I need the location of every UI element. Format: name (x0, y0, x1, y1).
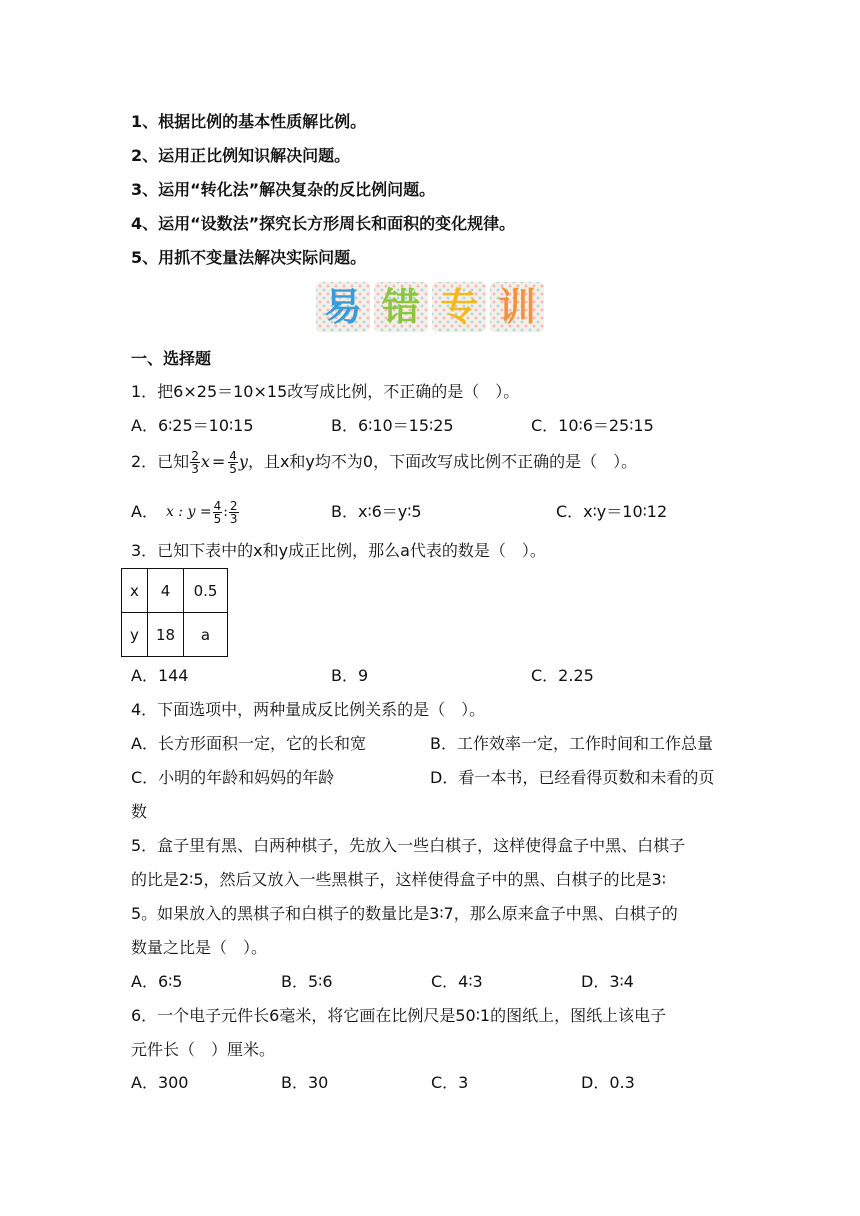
fraction-numerator: 2 (229, 498, 238, 513)
question-6-option-b: B．30 (281, 1073, 329, 1092)
question-5-option-c: C．4∶3 (431, 972, 483, 991)
question-2-option-a (131, 498, 240, 526)
question-4-option-b: B．工作效率一定，工作时间和工作总量 (430, 734, 713, 753)
fraction-denominator: 5 (213, 511, 222, 526)
question-1-option-b: B．6∶10＝15∶25 (331, 416, 454, 435)
fraction (213, 500, 223, 525)
fraction-denominator: 3 (229, 511, 238, 526)
ratio-colon: : (223, 504, 228, 520)
objective-3: 3、运用“转化法”解决复杂的反比例问题。 (131, 180, 436, 199)
question-2-option-c: C．x∶y＝10∶12 (556, 502, 668, 521)
question-4-option-d-continued: 数 (131, 802, 148, 821)
question-5-line: 5．盒子里有黑、白两种棋子，先放入一些白棋子，这样使得盒子中黑、白棋子 (131, 836, 686, 855)
variable-x: x (200, 452, 210, 471)
question-3-stem: 3．已知下表中的x和y成正比例，那么a代表的数是（ ）。 (131, 541, 546, 560)
question-6-line: 元件长（ ）厘米。 (131, 1040, 276, 1059)
objective-2: 2、运用正比例知识解决问题。 (131, 146, 351, 165)
question-2-stem (131, 450, 637, 474)
table-cell: 0.5 (184, 569, 228, 613)
equals-sign: = (211, 452, 226, 471)
fraction (229, 500, 239, 525)
table-cell: y (122, 613, 148, 657)
question-5-line: 数量之比是（ ）。 (131, 938, 268, 957)
banner-tile (432, 282, 486, 332)
error-training-banner (316, 282, 544, 332)
question-5-option-a: A．6∶5 (131, 972, 183, 991)
question-4-option-a: A．长方形面积一定，它的长和宽 (131, 734, 366, 753)
question-1-option-c: C．10∶6＝25∶15 (531, 416, 654, 435)
question-4-option-c: C．小明的年龄和妈妈的年龄 (131, 768, 335, 787)
question-1-option-a: A．6∶25＝10∶15 (131, 416, 254, 435)
banner-char: 专 (439, 285, 478, 329)
section-title: 一、选择题 (131, 349, 212, 368)
question-6-option-a: A．300 (131, 1073, 189, 1092)
question-4-stem: 4．下面选项中，两种量成反比例关系的是（ ）。 (131, 700, 486, 719)
fraction (190, 450, 200, 475)
question-6-option-d: D．0.3 (581, 1073, 635, 1092)
ratio-expression: x : y = (165, 504, 212, 520)
table-cell: 4 (148, 569, 184, 613)
table-cell: 18 (148, 613, 184, 657)
question-4-option-d: D．看一本书，已经看得页数和未看的页 (430, 768, 715, 787)
banner-tile (374, 282, 428, 332)
question-2-option-b: B．x∶6＝y∶5 (331, 502, 422, 521)
fraction-denominator: 3 (191, 461, 199, 476)
question-6-line: 6．一个电子元件长6毫米，将它画在比例尺是50∶1的图纸上，图纸上该电子 (131, 1006, 667, 1025)
banner-char: 训 (497, 285, 536, 329)
xy-table (121, 568, 228, 657)
question-6-option-c: C．3 (431, 1073, 469, 1092)
objective-4: 4、运用“设数法”探究长方形周长和面积的变化规律。 (131, 214, 516, 233)
table-cell: a (184, 613, 228, 657)
table-row (122, 613, 228, 657)
fraction (228, 450, 238, 475)
question-5-line: 5。如果放入的黑棋子和白棋子的数量比是3∶7，那么原来盒子中黑、白棋子的 (131, 904, 678, 923)
question-2-suffix: ，且x和y均不为0，下面改写成比例不正确的是（ ）。 (247, 452, 638, 471)
fraction-numerator: 2 (191, 448, 199, 463)
question-5-option-b: B．5∶6 (281, 972, 333, 991)
question-2-prefix: 2．已知 (131, 452, 190, 471)
fraction-numerator: 4 (229, 448, 237, 463)
fraction-denominator: 5 (229, 461, 237, 476)
option-label: A． (131, 502, 158, 521)
question-1-stem: 1．把6×25＝10×15改写成比例，不正确的是（ ）。 (131, 382, 520, 401)
banner-char: 易 (323, 285, 362, 329)
banner-char: 错 (381, 285, 420, 329)
banner-tile (316, 282, 370, 332)
fraction-numerator: 4 (213, 498, 222, 513)
question-5-line: 的比是2∶5，然后又放入一些黑棋子，这样使得盒子中的黑、白棋子的比是3∶ (131, 870, 666, 889)
question-3-option-a: A．144 (131, 666, 189, 685)
banner-tile (490, 282, 544, 332)
table-cell: x (122, 569, 148, 613)
question-3-option-c: C．2.25 (531, 666, 594, 685)
objective-1: 1、根据比例的基本性质解比例。 (131, 112, 367, 131)
objective-5: 5、用抓不变量法解决实际问题。 (131, 248, 367, 267)
question-3-option-b: B．9 (331, 666, 369, 685)
question-5-option-d: D．3∶4 (581, 972, 634, 991)
table-row (122, 569, 228, 613)
variable-y: y (238, 452, 248, 471)
